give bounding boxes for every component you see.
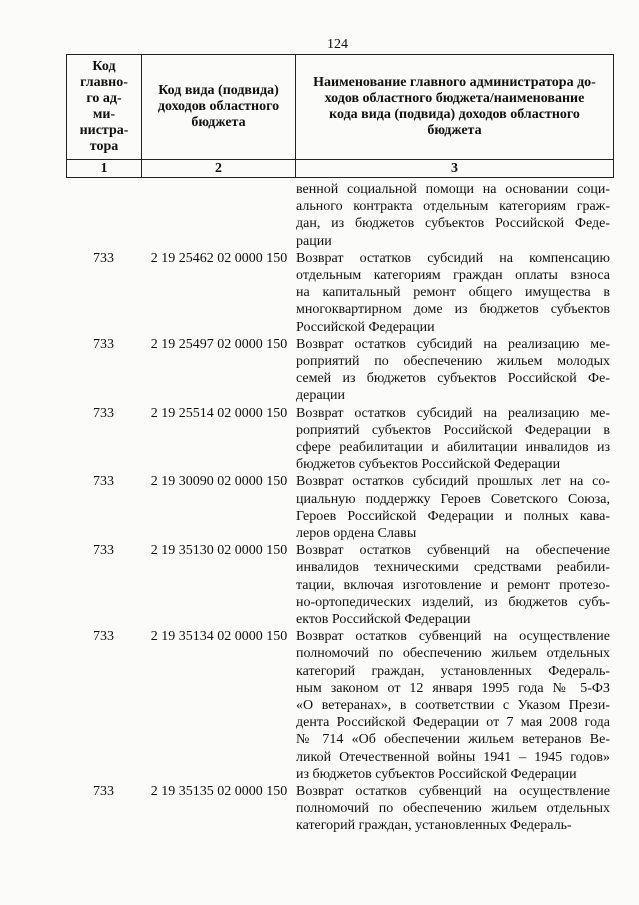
income-code: 2 19 25497 02 0000 150 — [150, 336, 288, 352]
text-line: семей из бюджетов субъектов Российской Фе- — [296, 371, 610, 387]
text-line: на капитальный ремонт общего имущества в — [296, 285, 610, 301]
text-line: Героев Российской Федерации и полных кава- — [296, 508, 610, 524]
text-line: ектов Российской Федерации — [296, 612, 471, 627]
income-code: 2 19 25462 02 0000 150 — [150, 250, 288, 266]
header-line: Код — [92, 59, 116, 74]
header-line: го ад- — [86, 91, 122, 106]
admin-code: 733 — [93, 250, 114, 266]
text-line: Возврат остатков субсидий на реализацию ме- — [296, 336, 610, 352]
text-line: № 714 «Об обеспечении жильем ветеранов Ве- — [296, 732, 610, 748]
text-line: сфере реабилитации и абилитации инвалидов из — [296, 440, 610, 455]
admin-code: 733 — [93, 543, 114, 559]
income-description — [296, 783, 610, 835]
admin-code: 733 — [93, 474, 114, 490]
header-line: ходов областного бюджета/наименование — [324, 91, 585, 106]
header-line: тора — [89, 139, 119, 154]
header-income-name — [296, 55, 614, 160]
header-line: ми- — [92, 107, 116, 122]
header-line: Код вида (подвида) — [158, 83, 279, 98]
income-code: 2 19 35134 02 0000 150 — [150, 629, 288, 645]
text-line: «О ветеранах», в соответствии с Указом Прези- — [296, 698, 610, 713]
text-line: Российской Федерации — [296, 319, 435, 335]
text-line: но-ортопедических изделий, из бюджетов субъ- — [296, 594, 610, 610]
text-line: циальную поддержку Героев Советского Союза, — [296, 491, 610, 507]
text-line: бюджетов субъектов Российской Федерации — [296, 457, 561, 473]
text-line: дента Российской Федерации от 7 мая 2008 года — [296, 715, 610, 731]
text-line: Возврат остатков субсидий на компенсацию — [296, 250, 610, 266]
header-line: Наименование главного администратора до- — [313, 75, 596, 90]
text-line: из бюджетов субъектов Российской Федерации — [296, 766, 577, 782]
text-line: полномочий по обеспечению жильем отдельных — [296, 646, 610, 662]
admin-code: 733 — [93, 784, 114, 799]
header-line: кода вида (подвида) доходов областного — [329, 107, 580, 122]
header-line: главно- — [80, 75, 128, 90]
admin-code: 733 — [93, 629, 114, 645]
column-number-2: 2 — [142, 160, 296, 178]
text-line: дан, из бюджетов субъектов Российской Феде- — [296, 216, 610, 232]
text-line: рации — [296, 233, 332, 249]
income-code: 2 19 25514 02 0000 150 — [150, 405, 288, 421]
text-line: роприятий субъектов Российской Федерации в — [296, 422, 610, 438]
income-description — [296, 250, 610, 336]
income-description — [296, 405, 610, 474]
header-line: бюджета — [427, 123, 482, 138]
header-income-code — [142, 55, 296, 160]
income-code: 2 19 30090 02 0000 150 — [150, 474, 288, 490]
text-line: Возврат остатков субвенций на обеспечение — [296, 543, 610, 559]
table-header — [66, 54, 614, 178]
income-description — [296, 542, 610, 628]
text-line: роприятий по обеспечению жильем молодых — [296, 354, 610, 369]
text-line: дерации — [296, 388, 346, 404]
continuation-text — [296, 181, 610, 250]
text-line: Возврат остатков субвенций на осуществление — [296, 629, 610, 645]
header-admin-code — [67, 55, 142, 160]
header-line: нистра- — [79, 123, 129, 138]
text-line: категорий граждан, установленных Федераль- — [296, 663, 610, 679]
income-description — [296, 628, 610, 783]
income-description — [296, 336, 610, 405]
income-code: 2 19 35135 02 0000 150 — [150, 784, 288, 799]
text-line: категорий граждан, установленных Федераль- — [296, 818, 572, 834]
header-line: доходов областного — [157, 99, 280, 114]
text-line: полномочий по обеспечению жильем отдельных — [296, 801, 610, 817]
column-number-1: 1 — [67, 160, 142, 178]
text-line: Возврат остатков субсидий на реализацию ме- — [296, 405, 610, 421]
text-line: Возврат остатков субвенций на осуществление — [296, 784, 610, 799]
admin-code: 733 — [93, 405, 114, 421]
admin-code: 733 — [93, 336, 114, 352]
text-line: леров ордена Славы — [296, 526, 417, 541]
text-line: инвалидов техническими средствами реабили- — [296, 560, 610, 576]
income-code: 2 19 35130 02 0000 150 — [150, 543, 288, 559]
column-number-3: 3 — [296, 160, 614, 178]
text-line: венной социальной помощи на основании соци- — [296, 182, 610, 197]
text-line: ликой Отечественной войны 1941 – 1945 годов» — [296, 749, 610, 765]
text-line: ным законом от 12 января 1995 года № 5-ФЗ — [296, 680, 610, 696]
page-number: 124 — [327, 37, 348, 52]
text-line: многоквартирном доме из бюджетов субъектов — [296, 302, 610, 318]
text-line: ального контракта отдельным категориям граж- — [296, 199, 610, 215]
income-description — [296, 473, 610, 542]
header-line: бюджета — [191, 115, 246, 130]
text-line: тации, включая изготовление и ремонт протезо- — [296, 577, 610, 593]
text-line: отдельным категориям граждан оплаты взноса — [296, 268, 610, 283]
text-line: Возврат остатков субсидий прошлых лет на со- — [296, 474, 610, 490]
